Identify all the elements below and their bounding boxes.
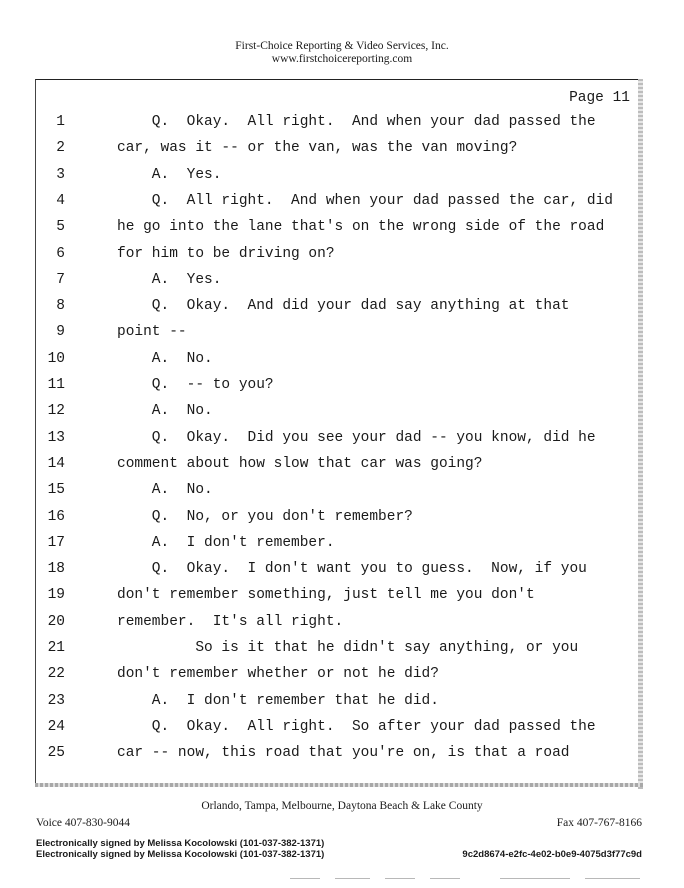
line-number: 9: [56, 324, 65, 341]
line-text: Q. Okay. And did your dad say anything at that: [117, 298, 570, 315]
line-text: he go into the lane that's on the wrong side of the road: [117, 219, 605, 236]
line-text: car, was it -- or the van, was the van moving?: [117, 140, 518, 157]
document-header: [0, 40, 684, 66]
fax-number: Fax 407-767-8166: [556, 817, 642, 829]
line-number: 10: [47, 350, 65, 367]
line-number: 23: [47, 692, 65, 709]
line-text: A. No.: [117, 482, 213, 499]
line-number: 25: [47, 745, 65, 762]
line-text: for him to be driving on?: [117, 245, 335, 262]
line-number: 14: [47, 455, 65, 472]
line-number: 15: [47, 482, 65, 499]
line-text: don't remember something, just tell me you don't: [117, 587, 535, 604]
line-number: 20: [47, 613, 65, 630]
line-text: A. Yes.: [117, 166, 222, 183]
frame-bottom-border: [35, 783, 643, 787]
scan-artifact-line: [430, 878, 460, 879]
reporting-company-name: First-Choice Reporting & Video Services, Inc.: [235, 40, 449, 52]
reporting-company-website: www.firstchoicereporting.com: [271, 53, 413, 65]
line-number: 21: [47, 640, 65, 656]
line-number: 22: [47, 666, 65, 683]
line-text: Q. Okay. All right. So after your dad passed the: [117, 718, 596, 735]
line-text: A. Yes.: [117, 271, 222, 288]
line-number: 11: [47, 377, 65, 393]
line-text: A. No.: [117, 350, 213, 367]
line-text: Q. No, or you don't remember?: [117, 508, 413, 525]
line-number: 3: [56, 166, 65, 183]
page-number: Page 11: [569, 90, 630, 106]
electronic-signature-1: Electronically signed by Melissa Kocolowski (101-037-382-1371): [36, 838, 325, 849]
line-number: 17: [47, 534, 65, 551]
line-number: 4: [56, 192, 65, 209]
frame-right-border: [638, 79, 643, 789]
line-text: don't remember whether or not he did?: [117, 666, 439, 683]
scan-artifact-line: [290, 878, 320, 879]
line-number: 1: [56, 114, 65, 130]
line-number: 18: [47, 561, 65, 578]
electronic-signature-2: Electronically signed by Melissa Kocolowski (101-037-382-1371): [36, 849, 325, 860]
line-text: A. I don't remember.: [117, 534, 335, 551]
line-text: remember. It's all right.: [117, 613, 344, 630]
line-text: Q. Okay. Did you see your dad -- you know, did he: [117, 429, 596, 446]
line-number: 19: [47, 587, 65, 604]
line-text: So is it that he didn't say anything, or you: [117, 640, 579, 656]
line-text: A. No.: [117, 403, 213, 420]
scan-artifact-line: [335, 878, 370, 879]
line-number: 16: [47, 508, 65, 525]
line-number: 24: [47, 718, 65, 735]
line-number: 2: [56, 140, 65, 157]
line-number: 8: [56, 298, 65, 315]
line-text: Q. Okay. All right. And when your dad passed the: [117, 114, 596, 130]
line-text: Q. Okay. I don't want you to guess. Now, if you: [117, 561, 587, 578]
document-hash: 9c2d8674-e2fc-4e02-b0e9-4075d3f77c9d: [462, 849, 642, 860]
line-text: comment about how slow that car was going?: [117, 455, 483, 472]
line-number: 7: [56, 271, 65, 288]
line-text: point --: [117, 324, 187, 341]
office-locations: Orlando, Tampa, Melbourne, Daytona Beach & Lake County: [201, 800, 483, 812]
line-text: Q. -- to you?: [117, 377, 274, 393]
line-number: 13: [47, 429, 65, 446]
line-text: car -- now, this road that you're on, is that a road: [117, 745, 570, 762]
scan-artifact-line: [385, 878, 415, 879]
line-text: Q. All right. And when your dad passed the car, did: [117, 192, 613, 209]
line-number: 6: [56, 245, 65, 262]
line-number: 5: [56, 219, 65, 236]
line-number: 12: [47, 403, 65, 420]
voice-phone: Voice 407-830-9044: [36, 817, 131, 829]
scan-artifact-line: [585, 878, 640, 879]
scan-artifact-line: [500, 878, 570, 879]
line-text: A. I don't remember that he did.: [117, 692, 439, 709]
